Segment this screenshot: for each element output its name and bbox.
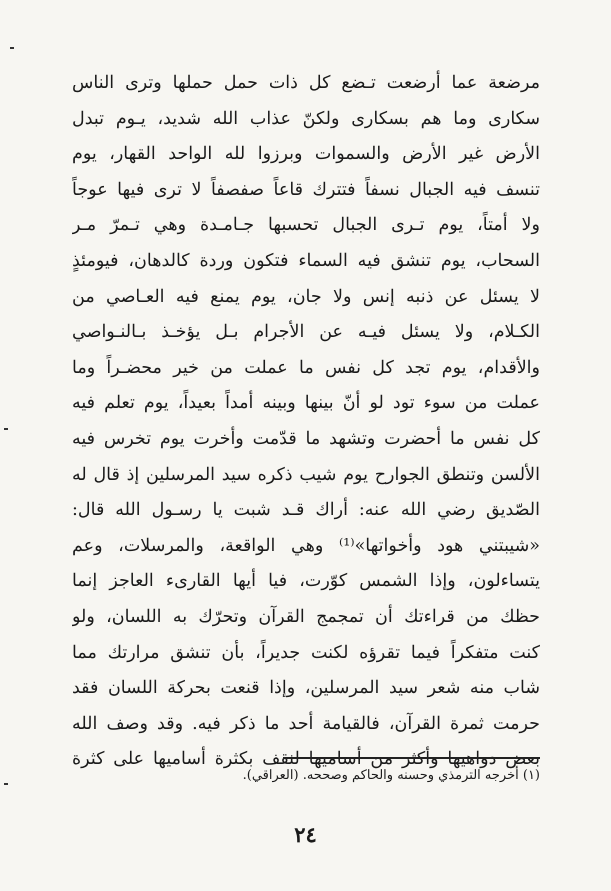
edge-mark-bottom xyxy=(4,783,8,785)
text-line: كنت متفكراً فيما تقرؤه لكنت جديراً، بأن تنشق مرارتك مما xyxy=(72,642,540,663)
text-line: السحاب، يوم تنشق فيه السماء فتكون وردة كالدهان، فيومئذٍ xyxy=(72,250,540,271)
text-line: الكـلام، ولا يسئل فيـه عن الأجرام بـل يؤخـذ بـالنـواصي xyxy=(72,322,540,343)
edge-mark-middle xyxy=(4,428,8,430)
text-line: بعض دواهيها وأكثر من أساميها لنقف بكثرة أساميها على كثرة xyxy=(72,749,540,770)
text-line: والأقدام، يوم تجد كل نفس ما عملت من خير محضـراً وما xyxy=(72,357,540,378)
text-line: كل نفس ما أحضرت وتشهد ما قدّمت وأخرت يوم تخرس فيه xyxy=(72,428,540,449)
text-line: شاب منه شعر سيد المرسلين، وإذا قنعت بحركة اللسان فقد xyxy=(72,678,540,699)
text-line: «شيبتني هود وأخواتها»⁽¹⁾ وهي الواقعة، والمرسلات، وعم xyxy=(72,535,540,556)
main-text xyxy=(72,66,540,778)
text-line: حرمت ثمرة القرآن، فالقيامة أحد ما ذكر فيه. وقد وصف الله xyxy=(72,713,540,734)
text-line: تنسف فيه الجبال نسفاً فتترك قاعاً صفصفاً لا ترى فيها عوجاً xyxy=(72,179,540,200)
text-line: لا يسئل عن ذنبه إنس ولا جان، يوم يمنع فيه العـاصي من xyxy=(72,286,540,307)
text-line: الألسن وتنطق الجوارح يوم شيب ذكره سيد المرسلين إذ قال له xyxy=(72,464,540,485)
text-line: مرضعة عما أرضعت تـضع كل ذات حمل حملها وترى الناس xyxy=(72,73,540,93)
text-line: الأرض غير الأرض والسموات وبرزوا لله الواحد القهار، يوم xyxy=(72,144,540,165)
text-line: حظك من قراءتك أن تمجمج القرآن وتحرّك به اللسان، ولو xyxy=(72,606,540,627)
page-number: ٢٤ xyxy=(294,822,317,847)
text-line: ولا أمتاً، يوم تـرى الجبال تحسبها جـامـدة وهي تـمرّ مـر xyxy=(72,215,540,236)
text-line: سكارى وما هم بسكارى ولكنّ عذاب الله شديد، يـوم تبدل xyxy=(72,108,540,129)
edge-mark-top xyxy=(10,47,14,49)
text-line: يتساءلون، وإذا الشمس كوّرت، فيا أيها القارىء العاجز إنما xyxy=(72,571,540,592)
text-line: عملت من سوء تود لو أنّ بينها وبينه أمداً بعيداً، يوم تعلم فيه xyxy=(72,393,540,414)
text-line: الصّديق رضي الله عنه: أراك قـد شبت يا رسـول الله قال: xyxy=(72,500,540,521)
footnote-divider xyxy=(283,757,540,759)
footnote: (١) أخرجه الترمذي وحسنه والحاكم وصححه. (العراقي). xyxy=(242,768,540,783)
